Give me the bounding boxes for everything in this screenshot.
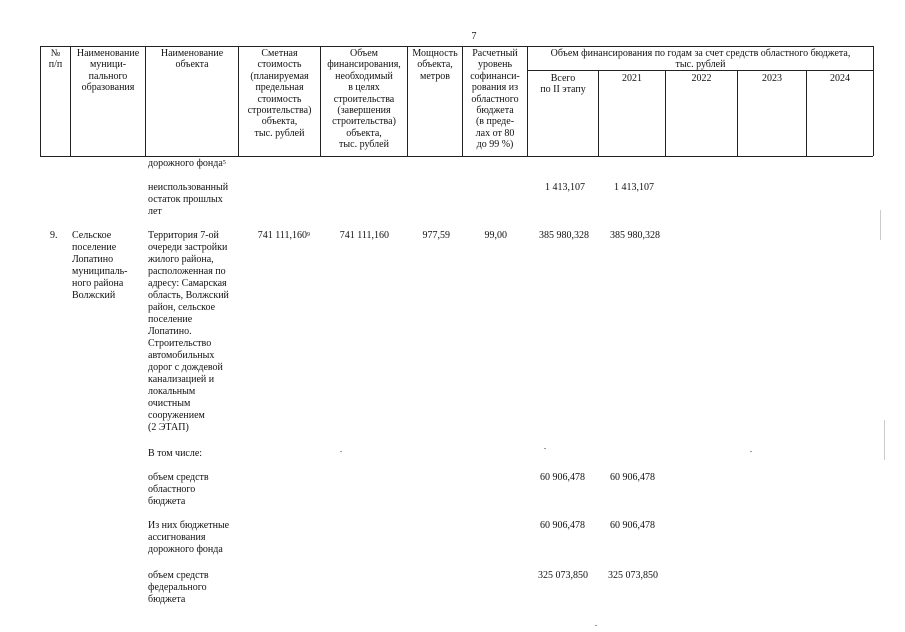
unused-2021: 1 413,107 — [614, 182, 654, 193]
header-col-capacity: Мощность объекта, метров — [412, 48, 458, 82]
road-allocation-total: 60 906,478 — [540, 520, 585, 531]
unused-total: 1 413,107 — [545, 182, 585, 193]
municipality-name: Сельское поселение Лопатино муниципаль- ного района Волжский — [72, 230, 128, 301]
page-number: 7 — [471, 31, 477, 42]
header-col-level: Расчетный уровень софинанси- рования из областного бюджета (в преде- лах от 80 до 99 %) — [470, 48, 520, 151]
scan-edge-mark — [880, 210, 881, 240]
header-col-2023: 2023 — [762, 73, 782, 84]
regional-budget-label: объем средств областного бюджета — [148, 472, 209, 507]
scan-speck — [750, 451, 752, 452]
road-allocation-label: Из них бюджетные ассигнования дорожного фонда — [148, 520, 230, 555]
scan-speck — [340, 451, 342, 452]
federal-2021: 325 073,850 — [608, 570, 658, 581]
total-stage-2: 385 980,328 — [539, 230, 589, 241]
header-col-estimate: Сметная стоимость (планируемая предельная стоимость строительства) объекта, тыс. рублей — [247, 48, 312, 139]
scan-speck — [544, 448, 546, 449]
including-label: В том числе: — [148, 448, 203, 459]
item-number: 9. — [50, 230, 58, 241]
header-col-municipality: Наименование муници- пального образования — [76, 48, 140, 94]
regional-2021: 60 906,478 — [610, 472, 655, 483]
unused-balance-label: неиспользованный остаток прошлых лет — [148, 182, 229, 217]
amount-2021: 385 980,328 — [610, 230, 660, 241]
header-col-2024: 2024 — [830, 73, 850, 84]
header-col-no: № п/п — [48, 48, 63, 71]
estimate-cost: 741 111,160$^9$ — [257, 230, 310, 241]
object-capacity: 977,59 — [422, 230, 450, 241]
federal-budget-label: объем средств федерального бюджета — [148, 570, 209, 605]
scan-speck — [595, 625, 597, 626]
road-fund-fragment: дорожного фонда$^5$ — [148, 158, 226, 169]
scan-edge-mark — [884, 420, 885, 460]
header-col-2021: 2021 — [622, 73, 642, 84]
header-col-volume: Объем финансирования, необходимый в целях строительства (завершения строительства) объекта, тыс. рублей — [327, 48, 401, 151]
header-col-object: Наименование объекта — [160, 48, 224, 71]
road-allocation-2021: 60 906,478 — [610, 520, 655, 531]
header-col-years-group: Объем финансирования по годам за счет средств областного бюджета, тыс. рублей — [550, 48, 851, 71]
regional-total: 60 906,478 — [540, 472, 585, 483]
object-name: Территория 7-ой очереди застройки жилого района, расположенная по адресу: Самарская область, Волжский район, сельское поселение Лопатино. Строительство автомобильных дорог с дождевой канализацией и локальным очистным сооружением (2 ЭТАП) — [148, 230, 229, 433]
header-col-2022: 2022 — [691, 73, 712, 84]
financing-volume: 741 111,160 — [339, 230, 389, 241]
federal-total: 325 073,850 — [538, 570, 588, 581]
header-col-total: Всего по II этапу — [540, 73, 586, 96]
cofinancing-level: 99,00 — [484, 230, 507, 241]
